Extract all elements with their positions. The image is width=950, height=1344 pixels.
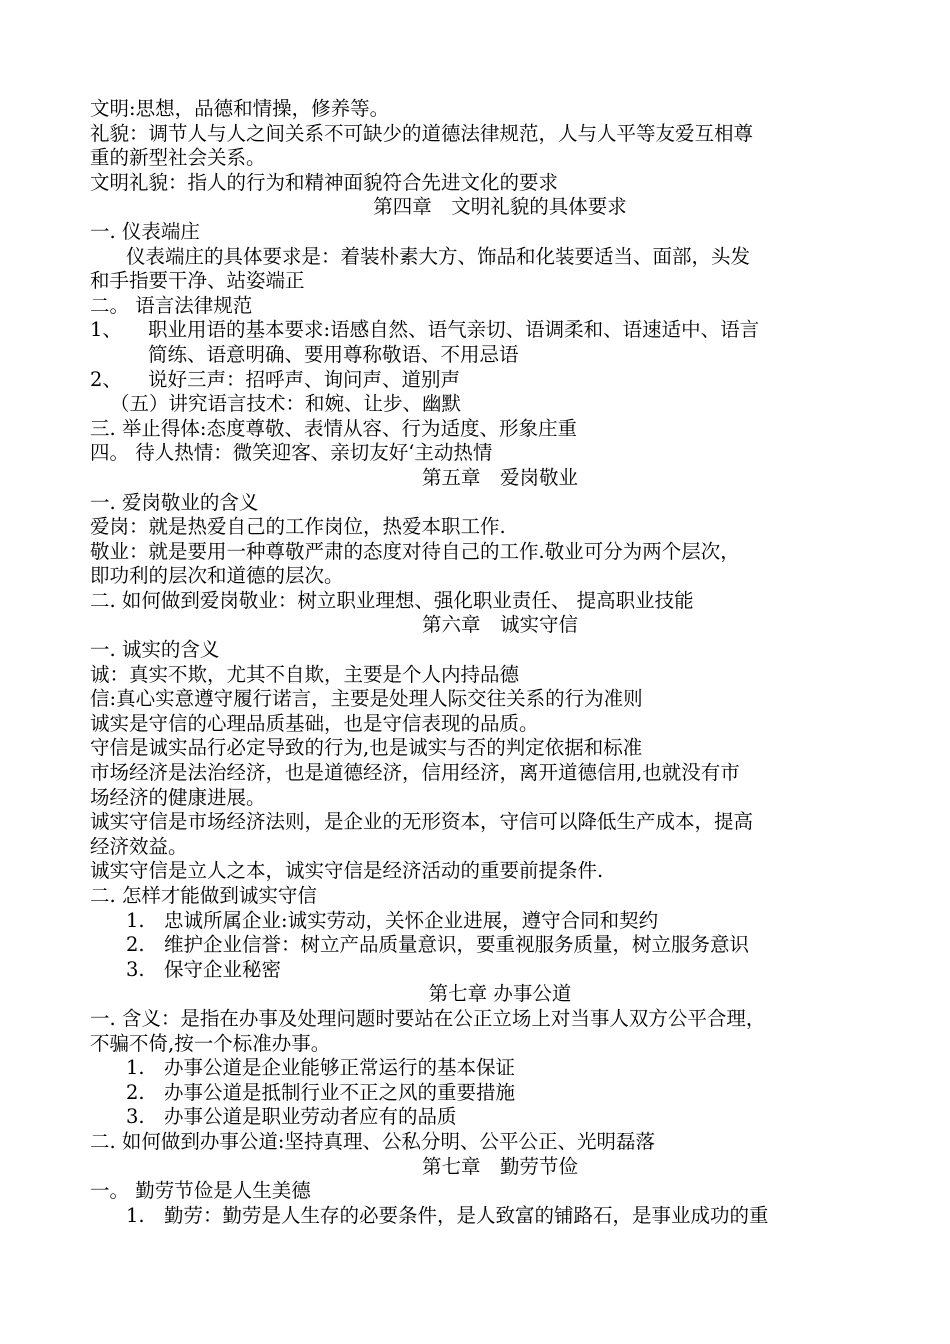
text-line: 敬业：就是要用一种尊敬严肃的态度对待自己的工作.敬业可分为两个层次， — [90, 539, 740, 563]
list-text: 办事公道是企业能够正常运行的基本保证 — [164, 1056, 516, 1080]
section-heading: 一. 爱岗敬业的含义 — [90, 490, 259, 514]
list-text: 忠诚所属企业:诚实劳动，关怀企业进展，遵守合同和契约 — [164, 908, 659, 932]
section-heading: 一. 诚实的含义 — [90, 638, 220, 662]
text-line: 仪表端庄的具体要求是：着装朴素大方、饰品和化装要适当、面部，头发 — [126, 244, 751, 268]
text-line: 诚实守信是立人之本，诚实守信是经济活动的重要前提条件. — [90, 859, 604, 883]
text-line: （五）讲究语言技术：和婉、让步、幽默 — [110, 392, 462, 416]
section-heading: 二. 如何做到办事公道:坚持真理、公私分明、公平公正、光明磊落 — [90, 1129, 655, 1153]
list-item — [90, 933, 890, 958]
section-heading: 一。 勤劳节俭是人生美德 — [90, 1179, 311, 1203]
text-line: 文明:思想，品德和情操，修养等。 — [90, 97, 390, 120]
list-item — [90, 1081, 890, 1106]
text-line: 经济效益。 — [90, 834, 188, 858]
text-line: 爱岗：就是热爱自己的工作岗位，热爱本职工作. — [90, 515, 506, 539]
list-number: 1. — [126, 1203, 145, 1227]
list-text: 办事公道是抵制行业不正之风的重要措施 — [164, 1080, 516, 1104]
chapter-heading: 第七章 办事公道 — [428, 982, 572, 1006]
text-line: 诚实是守信的心理品质基础，也是守信表现的品质。 — [90, 711, 539, 735]
list-text: 保守企业秘密 — [164, 957, 282, 981]
list-number: 3. — [126, 957, 145, 981]
section-heading: 二. 怎样才能做到诚实守信 — [90, 884, 317, 907]
text-line: 场经济的健康进展。 — [90, 785, 266, 809]
section-heading: 一. 含义：是指在办事及处理问题时要站在公正立场上对当事人双方公平合理， — [90, 1006, 766, 1030]
list-text: 勤劳：勤劳是人生存的必要条件，是人致富的铺路石，是事业成功的重 — [164, 1203, 769, 1227]
list-item — [90, 318, 890, 343]
list-text: 说好三声：招呼声、询问声、道别声 — [148, 367, 461, 391]
text-line: 市场经济是法治经济，也是道德经济，信用经济，离开道德信用,也就没有市 — [90, 761, 740, 785]
list-item — [90, 1204, 890, 1229]
list-number: 3. — [126, 1105, 145, 1129]
list-text: 职业用语的基本要求:语感自然、语气亲切、语调柔和、语速适中、语言 — [148, 318, 760, 342]
list-item — [90, 958, 890, 983]
chapter-heading: 第七章 勤劳节俭 — [421, 1154, 578, 1178]
list-text: 办事公道是职业劳动者应有的品质 — [164, 1105, 457, 1129]
list-text-continued: 简练、语意明确、要用尊称敬语、不用忌语 — [148, 342, 519, 366]
section-heading: 二。 语言法律规范 — [90, 293, 253, 317]
list-number: 1. — [126, 1056, 145, 1080]
list-number: 1. — [126, 908, 145, 932]
text-line: 诚实守信是市场经济法则，是企业的无形资本，守信可以降低生产成本，提高 — [90, 810, 754, 834]
text-line: 文明礼貌：指人的行为和精神面貌符合先进文化的要求 — [90, 170, 559, 194]
chapter-heading: 第四章 文明礼貌的具体要求 — [373, 195, 627, 219]
chapter-heading: 第五章 爱岗敬业 — [421, 465, 578, 489]
text-line: 礼貌：调节人与人之间关系不可缺少的道德法律规范，人与人平等友爱互相尊 — [90, 121, 754, 145]
list-item — [90, 1105, 890, 1130]
section-heading: 一. 仪表端庄 — [90, 219, 200, 243]
chapter-heading: 第六章 诚实守信 — [421, 613, 578, 637]
list-number: 2. — [126, 933, 145, 957]
text-line: 重的新型社会关系。 — [90, 146, 266, 170]
list-number: 1、 — [90, 318, 122, 342]
section-heading: 二. 如何做到爱岗敬业：树立职业理想、强化职业责任、 提高职业技能 — [90, 588, 694, 612]
section-heading: 四。 待人热情：微笑迎客、亲切友好‘主动热情 — [90, 441, 493, 465]
list-item — [90, 1056, 890, 1081]
list-number: 2. — [126, 1080, 145, 1104]
section-heading: 三. 举止得体:态度尊敬、表情从容、行为适度、形象庄重 — [90, 416, 577, 440]
text-line: 信:真心实意遵守履行诺言，主要是处理人际交往关系的行为准则 — [90, 687, 643, 711]
text-line: 即功利的层次和道德的层次。 — [90, 564, 344, 588]
list-text: 维护企业信誉：树立产品质量意识，要重视服务质量，树立服务意识 — [164, 933, 750, 957]
list-number: 2、 — [90, 367, 122, 391]
list-item — [90, 368, 890, 393]
text-line: 守信是诚实品行必定导致的行为,也是诚实与否的判定依据和标准 — [90, 736, 643, 760]
list-item — [90, 909, 890, 934]
text-line: 和手指要干净、站姿端正 — [90, 269, 305, 293]
text-line: 诚：真实不欺，尤其不自欺，主要是个人内持品德 — [90, 662, 520, 686]
text-line: 不骗不倚,按一个标准办事。 — [90, 1031, 331, 1055]
